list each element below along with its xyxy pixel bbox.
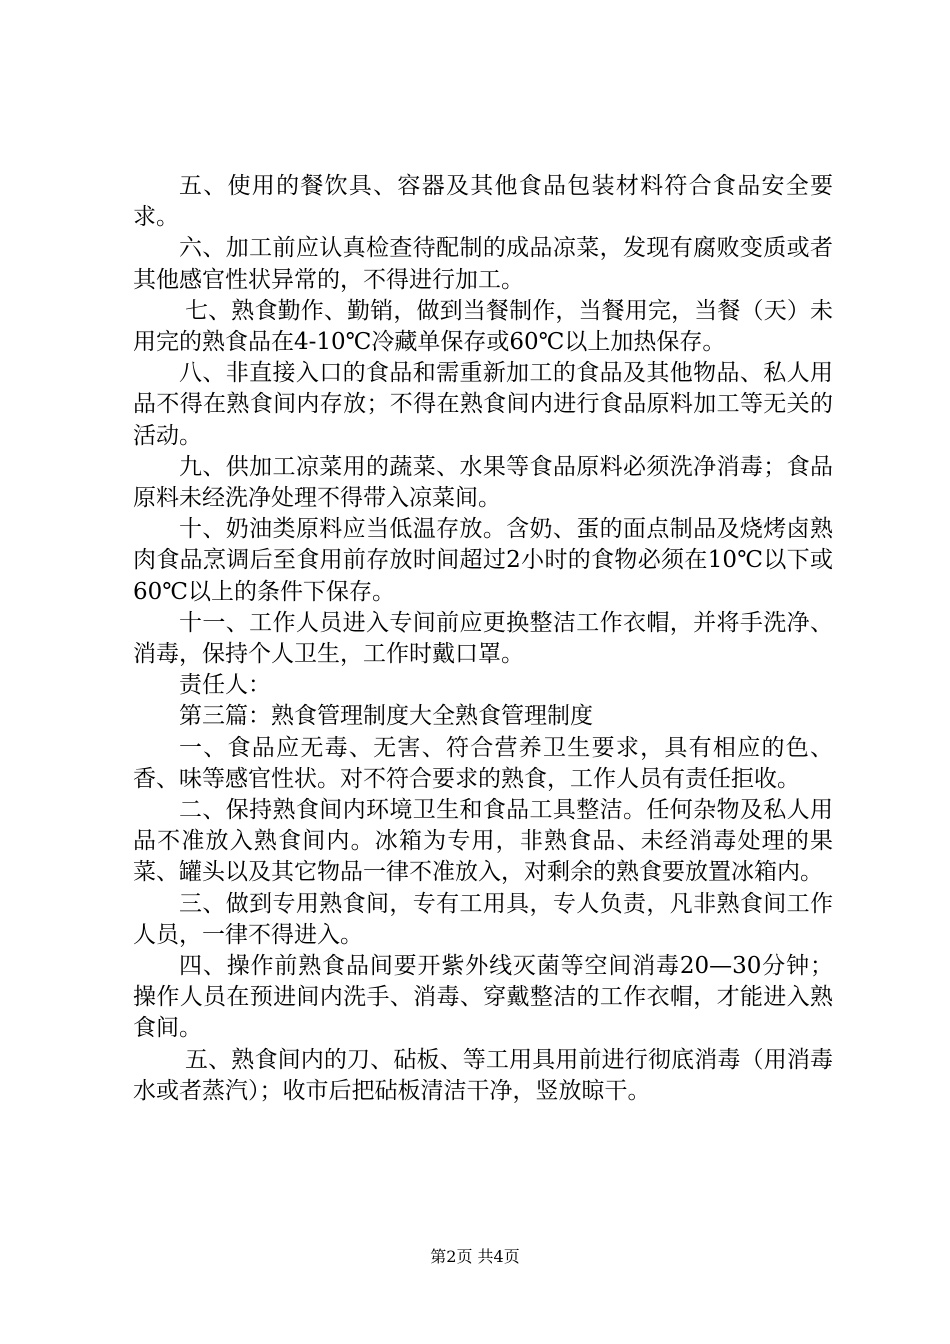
paragraph-7: 七、熟食勤作、勤销，做到当餐制作，当餐用完，当餐（天）未用完的熟食品在4-10℃冷藏单保存或60℃以上加热保存。 (133, 297, 833, 356)
paragraph-s3-2: 二、保持熟食间内环境卫生和食品工具整洁。任何杂物及私人用品不准放入熟食间内。冰箱为专用，非熟食品、未经消毒处理的果菜、罐头以及其它物品一律不准放入，对剩余的熟食要放置冰箱内。 (133, 797, 833, 886)
paragraph-6: 六、加工前应认真检查待配制的成品凉菜，发现有腐败变质或者其他感官性状异常的，不得进行加工。 (133, 235, 833, 293)
paragraph-s3-1: 一、食品应无毒、无害、符合营养卫生要求，具有相应的色、香、味等感官性状。对不符合要求的熟食，工作人员有责任拒收。 (133, 734, 833, 792)
paragraph-8: 八、非直接入口的食品和需重新加工的食品及其他物品、私人用品不得在熟食间内存放；不得在熟食间内进行食品原料加工等无关的活动。 (133, 360, 833, 449)
paragraph-5: 五、使用的餐饮具、容器及其他食品包装材料符合食品安全要求。 (133, 173, 833, 231)
paragraph-10: 十、奶油类原料应当低温存放。含奶、蛋的面点制品及烧烤卤熟肉食品烹调后至食用前存放时间超过2小时的食物必须在10℃以下或60℃以上的条件下保存。 (133, 516, 833, 605)
responsible-person-label: 责任人： (179, 672, 271, 699)
page-number-footer: 第2页 共4页 (430, 1247, 520, 1266)
paragraph-11: 十一、工作人员进入专间前应更换整洁工作衣帽，并将手洗净、消毒，保持个人卫生，工作时戴口罩。 (133, 609, 833, 668)
paragraph-s3-3: 三、做到专用熟食间，专有工用具，专人负责，凡非熟食间工作人员，一律不得进入。 (133, 890, 833, 948)
section-heading: 第三篇：熟食管理制度大全熟食管理制度 (179, 703, 593, 730)
paragraph-s3-5: 五、熟食间内的刀、砧板、等工用具用前进行彻底消毒（用消毒水或者蒸汽）；收市后把砧板清洁干净，竖放晾干。 (133, 1046, 833, 1104)
paragraph-9: 九、供加工凉菜用的蔬菜、水果等食品原料必须洗净消毒；食品原料未经洗净处理不得带入凉菜间。 (133, 453, 833, 512)
paragraph-s3-4: 四、操作前熟食品间要开紫外线灭菌等空间消毒20—30分钟；操作人员在预进间内洗手、消毒、穿戴整洁的工作衣帽，才能进入熟食间。 (133, 953, 833, 1042)
document-body (133, 171, 833, 1107)
